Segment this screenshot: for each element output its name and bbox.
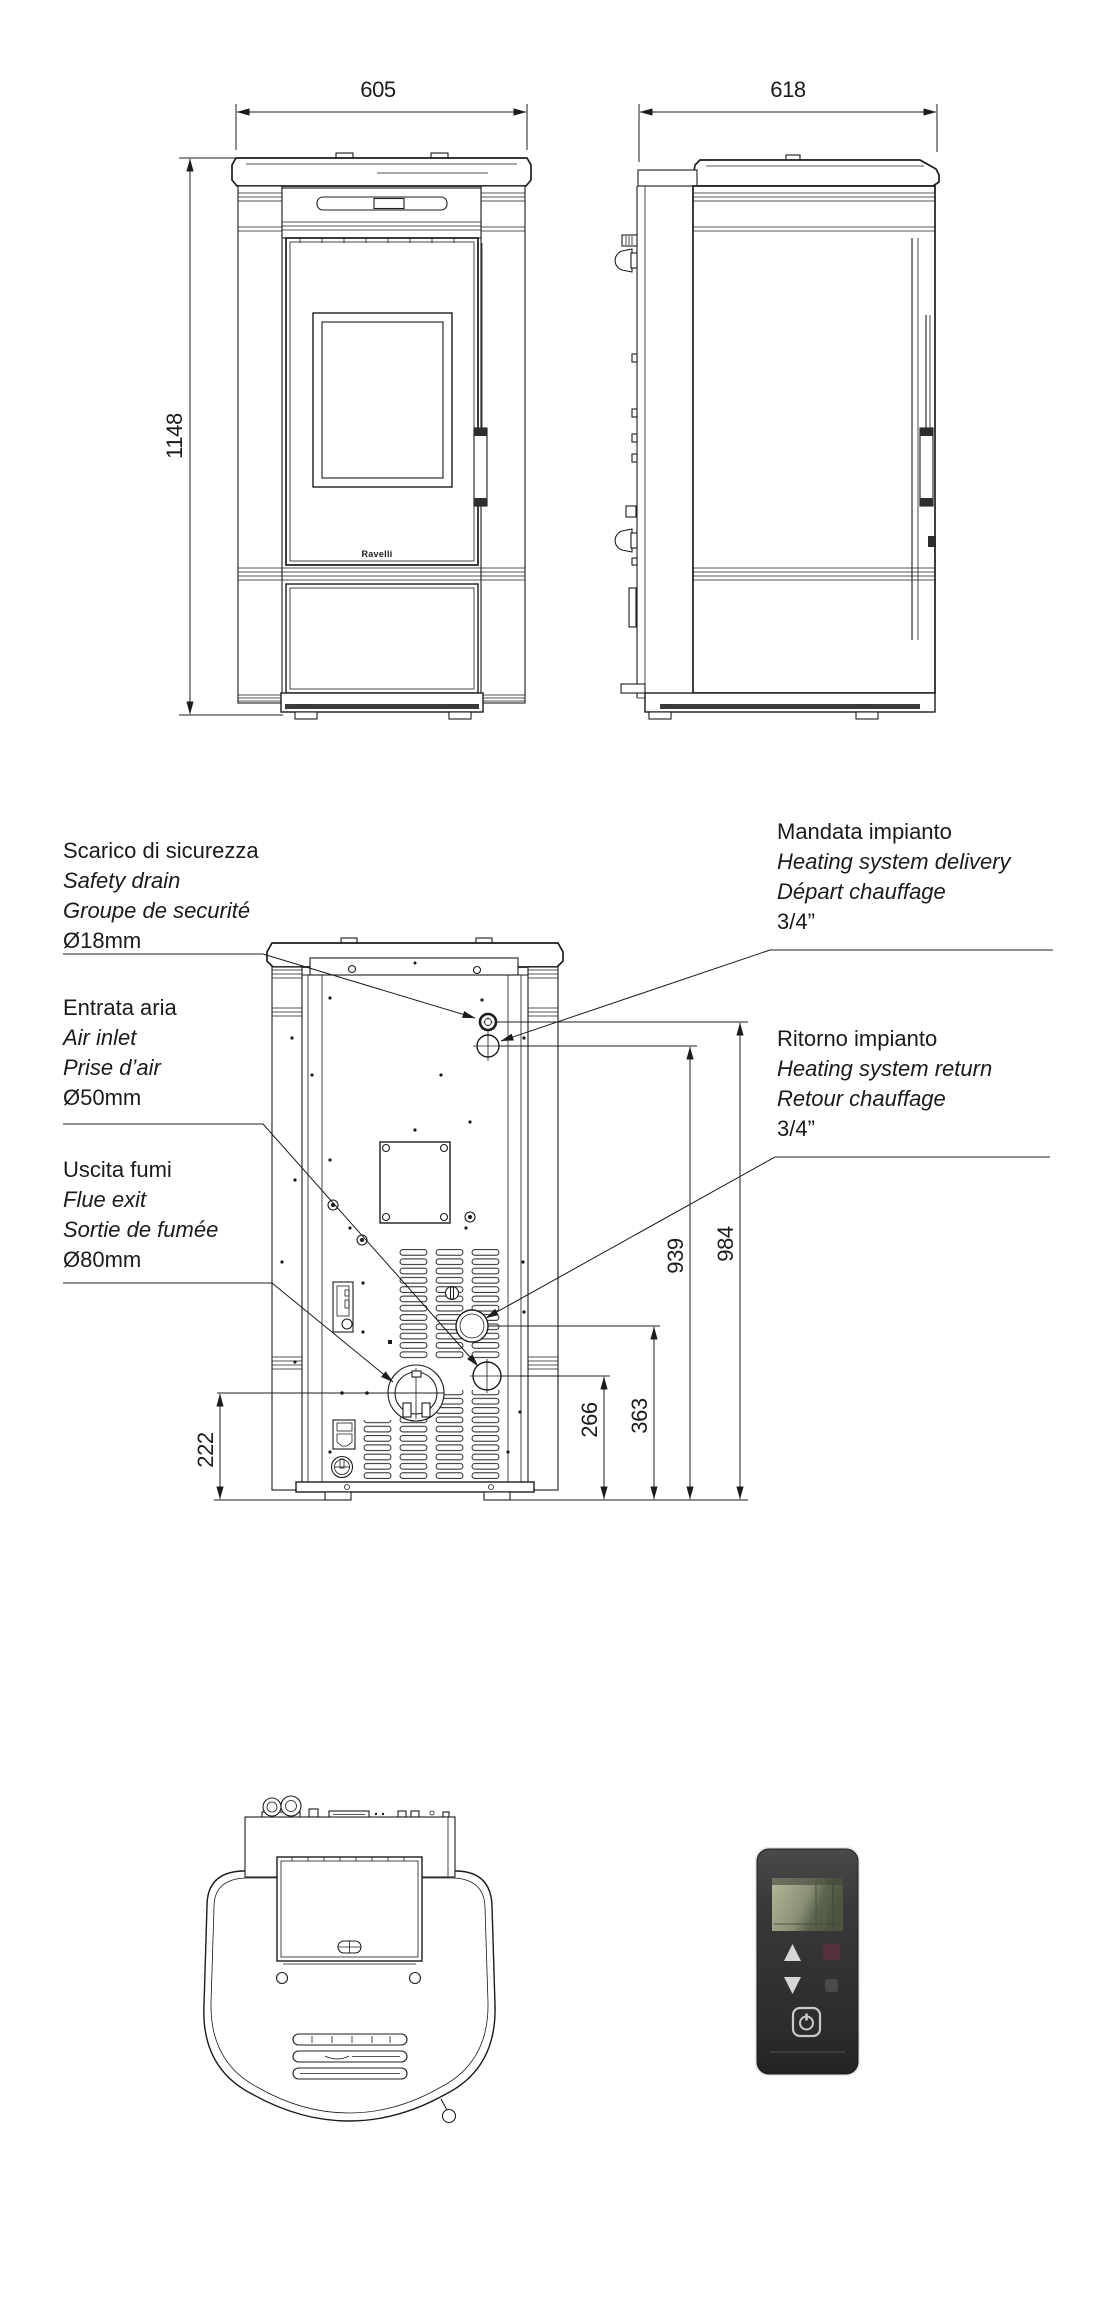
label-line: Départ chauffage bbox=[777, 879, 946, 904]
rear-crossbar bbox=[310, 958, 518, 975]
remote-right-button-1 bbox=[823, 1944, 840, 1960]
label-line: Retour chauffage bbox=[777, 1086, 946, 1111]
label-line: Uscita fumi bbox=[63, 1157, 172, 1182]
label-line: Heating system return bbox=[777, 1056, 993, 1081]
label-line: Air inlet bbox=[63, 1025, 137, 1050]
rear-vent-grid-left bbox=[361, 1420, 394, 1482]
side-rear-fittings bbox=[615, 235, 645, 693]
label-line: Ø18mm bbox=[63, 928, 142, 953]
side-foot bbox=[856, 712, 878, 719]
front-door-handle bbox=[474, 428, 487, 506]
label-safety-drain bbox=[63, 836, 259, 956]
side-view bbox=[615, 155, 939, 719]
dim-text-222: 222 bbox=[193, 1432, 218, 1468]
rear-right-column bbox=[528, 967, 558, 1490]
side-base bbox=[645, 693, 935, 712]
top-vent-slots bbox=[293, 2034, 407, 2079]
front-pedestal bbox=[286, 584, 478, 693]
front-base bbox=[281, 693, 483, 712]
remote-right-button-2 bbox=[825, 1979, 838, 1992]
front-view bbox=[232, 153, 531, 719]
brand-logo: Ravelli bbox=[361, 549, 393, 559]
side-return-fitting bbox=[615, 529, 632, 552]
side-body bbox=[693, 186, 935, 693]
top-view bbox=[204, 1796, 495, 2123]
label-line: Ø80mm bbox=[63, 1247, 142, 1272]
label-heating-return bbox=[777, 1024, 992, 1144]
front-foot bbox=[449, 712, 471, 719]
label-line: Groupe de securité bbox=[63, 898, 251, 923]
front-left-column bbox=[238, 186, 282, 703]
label-line: Sortie de fumée bbox=[63, 1217, 219, 1242]
heating-return-port bbox=[456, 1310, 488, 1342]
label-line: Prise d’air bbox=[63, 1055, 161, 1080]
dim-text-363: 363 bbox=[627, 1398, 652, 1434]
front-air-slot-insert bbox=[374, 199, 404, 209]
front-door bbox=[286, 238, 478, 565]
top-probe-cable bbox=[443, 2110, 456, 2123]
rear-foot bbox=[484, 1492, 510, 1500]
dim-text-605: 605 bbox=[360, 77, 396, 102]
label-line: Ritorno impianto bbox=[777, 1026, 938, 1051]
label-line: Safety drain bbox=[63, 868, 181, 893]
label-line: 3/4” bbox=[777, 1116, 815, 1141]
front-upper-panel bbox=[282, 188, 481, 238]
rear-vent-grid-upper bbox=[397, 1248, 505, 1360]
label-line: Scarico di sicurezza bbox=[63, 838, 259, 863]
side-rear-ledge bbox=[638, 170, 697, 186]
top-screw-hole bbox=[277, 1973, 288, 1984]
front-right-column bbox=[481, 186, 525, 703]
side-latch bbox=[928, 536, 936, 547]
rear-base bbox=[296, 1482, 534, 1492]
front-foot bbox=[295, 712, 317, 719]
rear-inspection-plate bbox=[380, 1142, 450, 1223]
leader-return bbox=[486, 1157, 1050, 1318]
side-top-cap bbox=[693, 160, 939, 186]
top-rear-fittings bbox=[262, 1796, 449, 1818]
label-line: Heating system delivery bbox=[777, 849, 1011, 874]
dim-text-939: 939 bbox=[663, 1238, 688, 1274]
rear-left-column bbox=[272, 967, 302, 1490]
label-line: 3/4” bbox=[777, 909, 815, 934]
label-line: Flue exit bbox=[63, 1187, 147, 1212]
label-line: Mandata impianto bbox=[777, 819, 952, 844]
top-screw-hole bbox=[410, 1973, 421, 1984]
side-door-handle bbox=[920, 428, 933, 506]
safety-drain-port bbox=[480, 1014, 496, 1030]
label-flue-exit bbox=[63, 1155, 218, 1275]
side-foot bbox=[649, 712, 671, 719]
dim-text-984: 984 bbox=[713, 1226, 738, 1262]
rear-foot bbox=[325, 1492, 351, 1500]
dim-text-266: 266 bbox=[577, 1402, 602, 1438]
dim-text-618: 618 bbox=[770, 77, 806, 102]
side-safety-valve bbox=[615, 249, 632, 272]
dim-text-1148: 1148 bbox=[162, 413, 187, 459]
label-heating-delivery bbox=[777, 817, 1011, 937]
label-line: Ø50mm bbox=[63, 1085, 142, 1110]
label-air-inlet bbox=[63, 993, 177, 1113]
front-top-cap bbox=[232, 158, 531, 186]
label-line: Entrata aria bbox=[63, 995, 177, 1020]
remote-control bbox=[755, 1847, 860, 2076]
